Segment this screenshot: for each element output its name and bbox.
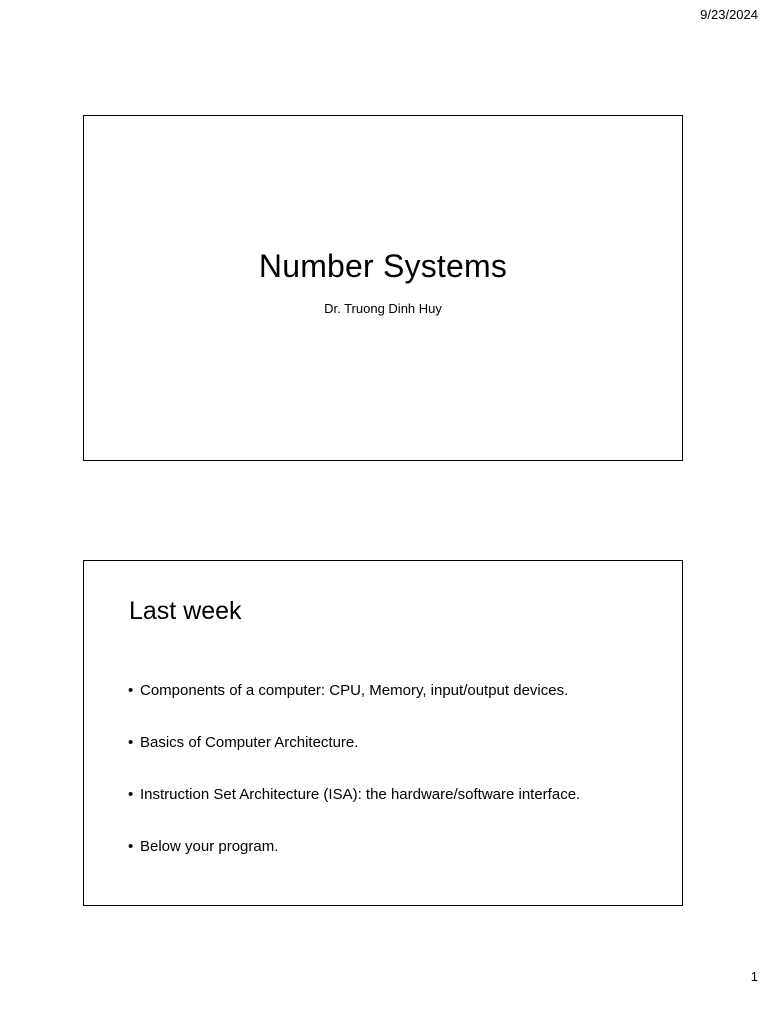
list-item [128,785,662,805]
bullet-list [128,681,662,889]
page-date: 9/23/2024 [700,7,758,22]
slide-title-text: Number Systems [258,248,508,284]
slide-last-week [83,560,683,906]
list-item [128,681,662,701]
list-item [128,837,662,857]
slide-heading: Last week [129,597,242,625]
bullet-icon: • [128,838,134,855]
list-item-text: Components of a computer: CPU, Memory, input/output devices. [140,682,569,699]
bullet-icon: • [128,682,134,699]
list-item-text: Instruction Set Architecture (ISA): the hardware/software interface. [140,786,581,803]
slide-author: Dr. Truong Dinh Huy [324,301,442,316]
bullet-icon: • [128,786,134,803]
list-item-text: Basics of Computer Architecture. [140,734,359,751]
page-number: 1 [750,969,758,984]
slide-title [83,115,683,461]
list-item-text: Below your program. [140,838,279,855]
list-item [128,733,662,753]
bullet-icon: • [128,734,134,751]
